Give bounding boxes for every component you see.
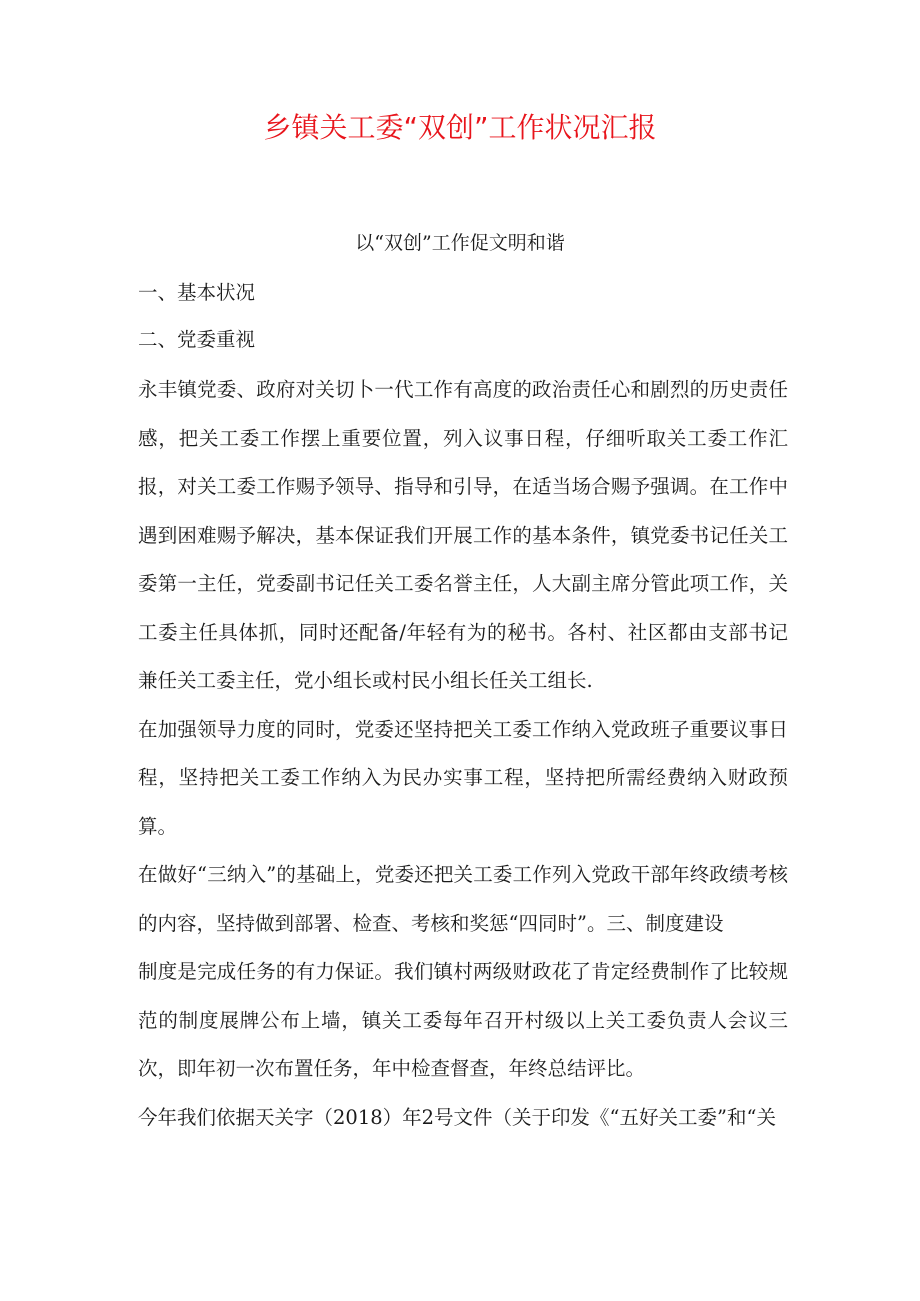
body-paragraph: 在加强领导力度的同时，党委还坚持把关工委工作纳入党政班子重要议事日程，坚持把关工委工作纳入为民办实事工程，坚持把所需经费纳入财政预算。 (138, 717, 788, 838)
section-heading-basic: 一、基本状况 (138, 281, 256, 304)
body-paragraph: 在做好“三纳入”的基础上，党委还把关工委工作列入党政干部年终政绩考核的内容，坚持做到部署、检查、考核和奖惩“四同时”。三、制度建设 (138, 863, 788, 935)
document-subtitle: 以“双创”工作促文明和谐 (355, 232, 565, 254)
document-title: 乡镇关工委“双创”工作状况汇报 (263, 111, 657, 144)
body-paragraph: 制度是完成任务的有力保证。我们镇村两级财政花了肯定经费制作了比较规范的制度展牌公布上墙，镇关工委每年召开村级以上关工委负责人会议三次，即年初一次布置任务，年中检查督查，年终总结评比。 (138, 960, 788, 1080)
body-paragraph: 今年我们依据天关字（2018）年2号文件（关于印发《“五好关工委”和“关 (138, 1105, 776, 1129)
document-body (138, 366, 788, 1142)
body-paragraph: 永丰镇党委、政府对关切卜一代工作有高度的政治责任心和剧烈的历史责任感，把关工委工作摆上重要位置，列入议事日程，仔细听取关工委工作汇报，对关工委工作赐予领导、指导和引导，在适当场合赐予强调。在工作中遇到困难赐予解决，基本保证我们开展工作的基本条件，镇党委书记任关工委第一主任，党委副书记任关工委名誉主任，人大副主席分管此项工作，关工委主任具体抓，同时还配备/年轻有为的秘书。各村、社区都由支部书记兼任关工委主任，党小组长或村民小组长任关工组长. (138, 378, 788, 692)
section-heading-party: 二、党委重视 (138, 328, 256, 351)
